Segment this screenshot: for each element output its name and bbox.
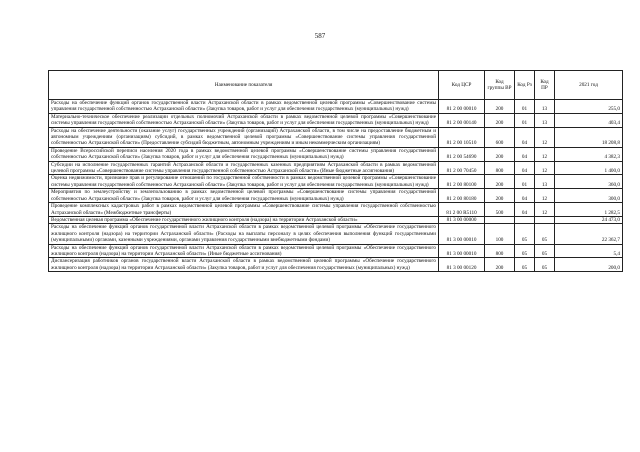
row-pr-code: 05 — [535, 258, 555, 272]
row-vr-code: 200 — [485, 175, 515, 189]
row-rz-code: 04 — [515, 189, 535, 203]
table-row — [49, 189, 623, 203]
page-number: 587 — [314, 32, 326, 40]
table-header-row — [49, 71, 623, 100]
row-vr-code: 100 — [485, 224, 515, 244]
row-sum: 200,0 — [555, 258, 623, 272]
row-name: Мероприятия по землеустройству и землепользованию в рамках ведомственной целевой программы «Совершенствование системы управления государственной собственностью Астраханской области» (Закупка товаров, работ и услуг для обеспечения государственных (муниципальных) нужд) — [49, 189, 439, 203]
row-pr-code: 05 — [535, 244, 555, 258]
row-rz-code: 01 — [515, 113, 535, 127]
row-vr-code: 800 — [485, 244, 515, 258]
row-csr-code: 81 3 00 00010 — [439, 224, 485, 244]
table-row — [49, 113, 623, 127]
row-vr-code: 200 — [485, 189, 515, 203]
row-name: Проведение комплексных кадастровых работ в рамках ведомственной целевой программы «Совершенствование системы управления государственной собственностью Астраханской области» (Межбюджетные трансферты) — [49, 203, 439, 217]
row-pr-code: 12 — [535, 189, 555, 203]
row-rz-code: 04 — [515, 147, 535, 161]
row-name: Оценка недвижимости, признание прав и регулирование отношений по государственной собственности в рамках ведомственной целевой программы «Совершенствование системы управления государственной собственностью Астраханской области» (Закупка товаров, работ и услуг для обеспечения государственных (муниципальных) нужд) — [49, 175, 439, 189]
row-csr-code: 81 3 00 00120 — [439, 258, 485, 272]
row-sum: 403,4 — [555, 113, 623, 127]
row-vr-code — [485, 216, 515, 223]
row-pr-code: 13 — [535, 175, 555, 189]
table-row — [49, 203, 623, 217]
header-rz: Код Рз — [515, 71, 535, 100]
table-row — [49, 244, 623, 258]
row-pr-code: 05 — [535, 224, 555, 244]
row-sum: 1 400,0 — [555, 161, 623, 175]
row-csr-code: 81 2 00 80100 — [439, 175, 485, 189]
table-row — [49, 175, 623, 189]
row-rz-code: 01 — [515, 100, 535, 114]
row-name: Расходы на обеспечение функций органов государственной власти Астраханской области в рамках ведомственной целевой программы «Обеспечение государственного жилищного контроля (надзора) на территории Астраханской области» (Иные бюджетные ассигнования) — [49, 244, 439, 258]
row-pr-code — [535, 216, 555, 223]
row-name: Диспансеризация работников органов государственной власти Астраханской области в рамках ведомственной целевой программы «Обеспечение государственного жилищного контроля (надзора) на территории Астраханской области» (Закупка товаров, работ и услуг для обеспечения государственных (муниципальных) нужд) — [49, 258, 439, 272]
row-name: Субсидии на исполнение государственных гарантий Астраханской области и государственных казенных предприятиям Астраханской области в рамках ведомственной целевой программы «Совершенствование системы управления государственной собственностью Астраханской области» (Иные бюджетные ассигнования) — [49, 161, 439, 175]
row-rz-code: 04 — [515, 127, 535, 147]
row-sum: 1 282,5 — [555, 203, 623, 217]
row-sum: 18 208,8 — [555, 127, 623, 147]
row-pr-code: 12 — [535, 203, 555, 217]
table-row — [49, 100, 623, 114]
row-csr-code: 81 2 00 80180 — [439, 189, 485, 203]
row-vr-code: 200 — [485, 113, 515, 127]
row-rz-code: 05 — [515, 244, 535, 258]
budget-table — [48, 70, 623, 272]
row-csr-code: 81 2 00 70450 — [439, 161, 485, 175]
row-csr-code: 81 2 00 00140 — [439, 113, 485, 127]
row-sum: 4 382,3 — [555, 147, 623, 161]
row-sum: 5,4 — [555, 244, 623, 258]
row-csr-code: 81 2 00 R5110 — [439, 203, 485, 217]
row-sum: 300,0 — [555, 189, 623, 203]
row-sum: 360,0 — [555, 175, 623, 189]
row-sum: 255,0 — [555, 100, 623, 114]
row-csr-code: 81 2 00 54690 — [439, 147, 485, 161]
row-vr-code: 600 — [485, 127, 515, 147]
table-row — [49, 127, 623, 147]
row-vr-code: 200 — [485, 258, 515, 272]
table-row — [49, 216, 623, 223]
row-csr-code: 81 2 00 10510 — [439, 127, 485, 147]
row-pr-code: 12 — [535, 127, 555, 147]
row-sum: 22 362,7 — [555, 224, 623, 244]
row-vr-code: 800 — [485, 161, 515, 175]
table-row — [49, 161, 623, 175]
row-pr-code: 12 — [535, 161, 555, 175]
table-row — [49, 147, 623, 161]
table-row — [49, 224, 623, 244]
row-csr-code: 81 2 00 00010 — [439, 100, 485, 114]
header-csr: Код ЦСР — [439, 71, 485, 100]
row-csr-code: 81 3 00 00000 — [439, 216, 485, 223]
row-vr-code: 500 — [485, 203, 515, 217]
row-name: Ведомственная целевая программа «Обеспечение государственного жилищного контроля (надзора) на территории Астраханской области» — [49, 216, 439, 223]
row-vr-code: 200 — [485, 100, 515, 114]
table-body — [49, 100, 623, 272]
row-rz-code — [515, 216, 535, 223]
row-rz-code: 05 — [515, 224, 535, 244]
row-name: Материально-техническое обеспечение реализации отдельных полномочий Астраханской области в рамках ведомственной целевой программы «Совершенствование системы управления государственной собственностью Астраханской области» (Закупка товаров, работ и услуг для обеспечения государственных (муниципальных) нужд) — [49, 113, 439, 127]
row-name: Расходы на обеспечение деятельности (оказание услуг) государственных учреждений (организаций) Астраханской области, в том числе на предоставление бюджетным и автономным учреждениям (организациям) субсидий, в рамках ведомственной целевой программы «Совершенствование системы управления государственной собственностью Астраханской области» (Предоставление субсидий бюджетным, автономным учреждениям и иным некоммерческим организациям) — [49, 127, 439, 147]
row-rz-code: 04 — [515, 203, 535, 217]
row-pr-code: 13 — [535, 113, 555, 127]
header-name: Наименование показателя — [49, 71, 439, 100]
row-vr-code: 200 — [485, 147, 515, 161]
header-sum: 2021 год — [555, 71, 623, 100]
row-rz-code: 04 — [515, 161, 535, 175]
row-rz-code: 01 — [515, 175, 535, 189]
row-pr-code: 12 — [535, 147, 555, 161]
row-rz-code: 05 — [515, 258, 535, 272]
row-name: Расходы на обеспечение функций органов государственной власти Астраханской области в рамках ведомственной целевой программы «Обеспечение государственного жилищного контроля (надзора) на территории Астраханской области» (Расходы на выплаты персоналу в целях обеспечения выполнения функций государственными (муниципальными) органами, казенными учреждениями, органами управления государственными внебюджетными фондами) — [49, 224, 439, 244]
row-pr-code: 13 — [535, 100, 555, 114]
header-vr: Код группы ВР — [485, 71, 515, 100]
row-csr-code: 81 3 00 00010 — [439, 244, 485, 258]
row-name: Расходы на обеспечение функций органов государственной власти Астраханской области в рамках ведомственной целевой программы «Совершенствование системы управления государственной собственностью Астраханской области» (Закупка товаров, работ и услуг для обеспечения государственных (муниципальных) нужд) — [49, 100, 439, 114]
row-sum: 24 473,0 — [555, 216, 623, 223]
header-pr: Код ПР — [535, 71, 555, 100]
table-row — [49, 258, 623, 272]
row-name: Проведение Всероссийской переписи населения 2020 года в рамках ведомственной целевой программы «Совершенствование системы управления государственной собственностью Астраханской области» (Закупка товаров, работ и услуг для обеспечения государственных (муниципальных) нужд) — [49, 147, 439, 161]
